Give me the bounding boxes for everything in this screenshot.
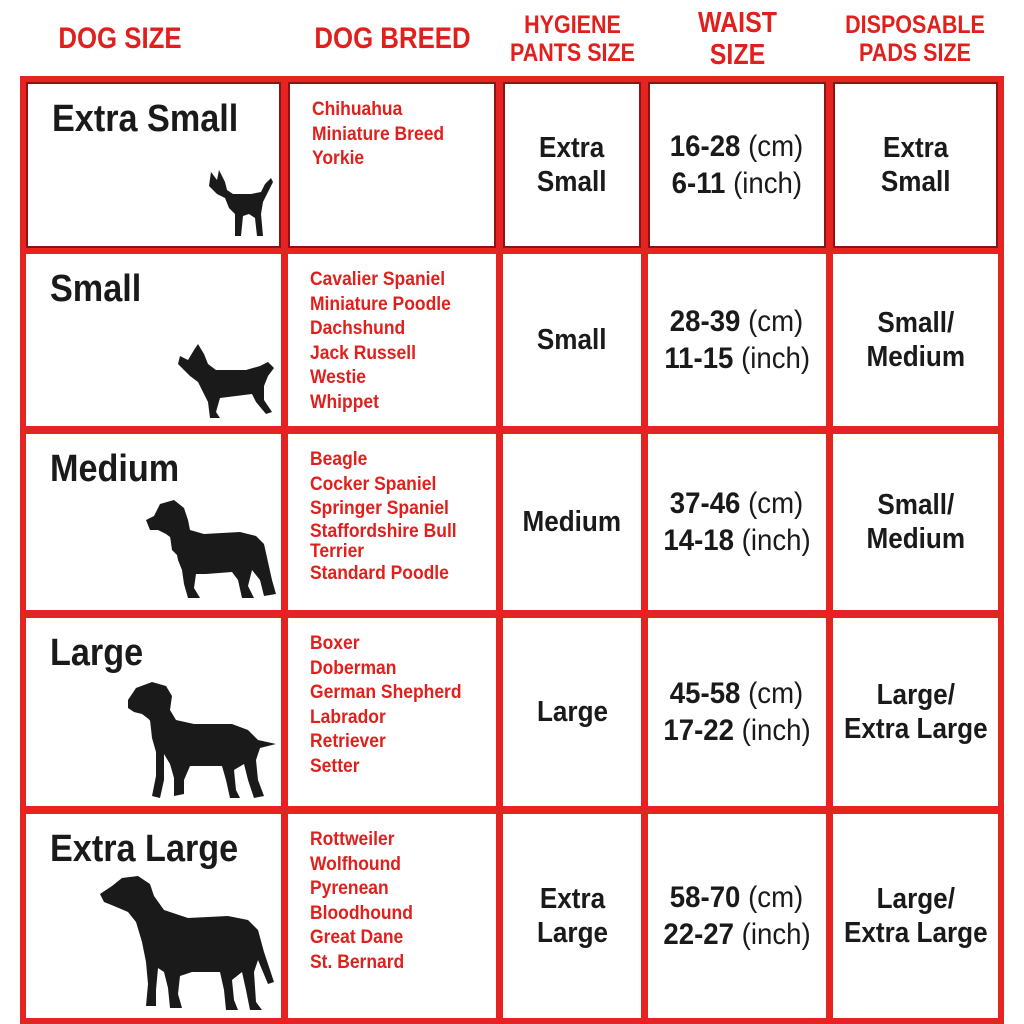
pants-size-line-2: Small [537, 166, 607, 198]
pants-size-line-1: Large [536, 696, 608, 728]
pads-size-line-1: Extra [882, 132, 949, 164]
header-waist-line-1: WAIST [698, 6, 777, 39]
breed-item: St. Bernard [310, 951, 405, 973]
waist-cm-value: 45-58 [670, 677, 741, 710]
breed-item: Beagle [310, 449, 368, 470]
dog-size-label: Extra Small [52, 98, 239, 140]
dog-size-label: Medium [50, 448, 180, 490]
waist-inch-value: 14-18 [663, 524, 734, 557]
waist-cm-value: 58-70 [670, 881, 741, 914]
breed-item: Standard Poodle [310, 562, 449, 584]
dog-size-cell [26, 82, 281, 248]
breed-item: Yorkie [312, 148, 365, 169]
breed-list [310, 632, 462, 779]
pads-size-cell [833, 434, 998, 610]
pads-size-cell [833, 82, 998, 248]
breed-item: Miniature Breed [312, 123, 445, 145]
pads-size-cell [833, 814, 998, 1018]
waist-size-cell [648, 254, 826, 426]
breed-item: Cocker Spaniel [310, 473, 437, 495]
breed-item: Dachshund [310, 318, 406, 339]
breed-list [310, 828, 413, 975]
pads-size-cell [833, 254, 998, 426]
header-hygiene-line-1: HYGIENE [524, 11, 621, 39]
breed-item: Staffordshire Bull Terrier [310, 520, 457, 562]
waist-inch-value: 11-15 [664, 342, 734, 375]
waist-size-cell [648, 82, 826, 248]
pads-size-line-2: Extra Large [843, 713, 988, 745]
breed-item: Springer Spaniel [310, 498, 449, 519]
breed-cell [288, 254, 496, 426]
dog-size-cell [26, 814, 281, 1018]
pants-size-cell [503, 434, 641, 610]
header-pads-line-1: DISPOSABLE [845, 11, 985, 39]
waist-cm-unit: (cm) [748, 487, 804, 520]
breed-item: Bloodhound [310, 902, 413, 924]
pants-size-line-1: Small [537, 324, 607, 356]
breed-item: Miniature Poodle [310, 293, 451, 315]
breed-item: Westie [310, 367, 367, 388]
header-hygiene-line-2: PANTS SIZE [509, 39, 636, 67]
waist-cm-value: 28-39 [670, 305, 741, 338]
breed-item: Whippet [310, 391, 379, 413]
dog-size-label: Large [50, 632, 144, 674]
pads-size-line-2: Small [880, 166, 951, 198]
waist-cm-unit: (cm) [748, 677, 804, 710]
breed-item: Rottweiler [310, 829, 395, 850]
spaniel-silhouette-icon [144, 500, 278, 602]
pads-size-cell [833, 618, 998, 806]
pads-size-line-1: Small/ [877, 489, 954, 521]
breed-list [312, 98, 444, 172]
breed-item: Boxer [310, 633, 360, 654]
waist-size-cell [648, 814, 826, 1018]
breed-item: German Shepherd [310, 682, 462, 703]
breed-item: Wolfhound [310, 853, 401, 875]
small-dog-silhouette-icon [176, 342, 280, 422]
header-waist-line-2: SIZE [709, 39, 766, 71]
pads-size-line-1: Large/ [876, 883, 955, 915]
breed-list [310, 268, 451, 415]
header-dog-size: DOG SIZE [58, 22, 182, 56]
header-dog-breed: DOG BREED [314, 22, 471, 56]
dog-size-cell [26, 618, 281, 806]
pads-size-line-1: Large/ [876, 679, 955, 711]
waist-inch-unit: (inch) [733, 167, 803, 200]
pants-size-line-2: Large [536, 917, 608, 949]
waist-inch-unit: (inch) [740, 342, 810, 375]
waist-inch-unit: (inch) [741, 714, 811, 747]
header-waist-size [679, 0, 795, 78]
waist-inch-unit: (inch) [741, 524, 811, 557]
waist-inch-unit: (inch) [741, 918, 811, 951]
pants-size-cell [503, 82, 641, 248]
breed-cell [288, 618, 496, 806]
pants-size-line-1: Extra [539, 883, 605, 915]
waist-cm-value: 16-28 [670, 130, 741, 163]
header-pads-line-2: PADS SIZE [859, 39, 971, 67]
waist-cm-unit: (cm) [748, 305, 804, 338]
waist-inch-value: 17-22 [663, 714, 734, 747]
dog-size-label: Extra Large [50, 828, 239, 870]
breed-item: Jack Russell [310, 342, 416, 364]
breed-cell [288, 434, 496, 610]
chihuahua-silhouette-icon [203, 164, 283, 242]
large-dog-silhouette-icon [124, 680, 280, 802]
pads-size-line-2: Medium [866, 341, 965, 373]
great-dane-silhouette-icon [98, 872, 278, 1014]
pads-size-line-2: Medium [866, 523, 965, 555]
breed-cell [288, 814, 496, 1018]
breed-item: Chihuahua [312, 99, 403, 120]
breed-item: Doberman [310, 657, 397, 679]
waist-inch-value: 6-11 [671, 167, 726, 200]
pants-size-line-1: Extra [539, 132, 605, 164]
breed-list [310, 448, 471, 586]
pads-size-line-2: Extra Large [843, 917, 988, 949]
breed-item: Pyrenean [310, 878, 389, 899]
breed-item: Labrador [310, 706, 386, 728]
pads-size-line-1: Small/ [877, 307, 954, 339]
breed-item: Setter [310, 755, 360, 777]
waist-inch-value: 22-27 [663, 918, 734, 951]
header-disposable-pads-size [842, 0, 988, 78]
waist-cm-unit: (cm) [748, 130, 804, 163]
pants-size-cell [503, 814, 641, 1018]
breed-item: Retriever [310, 731, 386, 752]
dog-size-cell [26, 254, 281, 426]
breed-item: Cavalier Spaniel [310, 269, 446, 290]
waist-size-cell [648, 434, 826, 610]
breed-cell [288, 82, 496, 248]
waist-cm-value: 37-46 [670, 487, 741, 520]
waist-size-cell [648, 618, 826, 806]
dog-size-label: Small [50, 268, 142, 310]
size-chart-table [20, 76, 1004, 1024]
pants-size-cell [503, 618, 641, 806]
pants-size-cell [503, 254, 641, 426]
header-hygiene-pants-size [506, 0, 639, 78]
pants-size-line-1: Medium [522, 506, 622, 538]
breed-item: Great Dane [310, 927, 404, 948]
dog-size-cell [26, 434, 281, 610]
waist-cm-unit: (cm) [748, 881, 804, 914]
